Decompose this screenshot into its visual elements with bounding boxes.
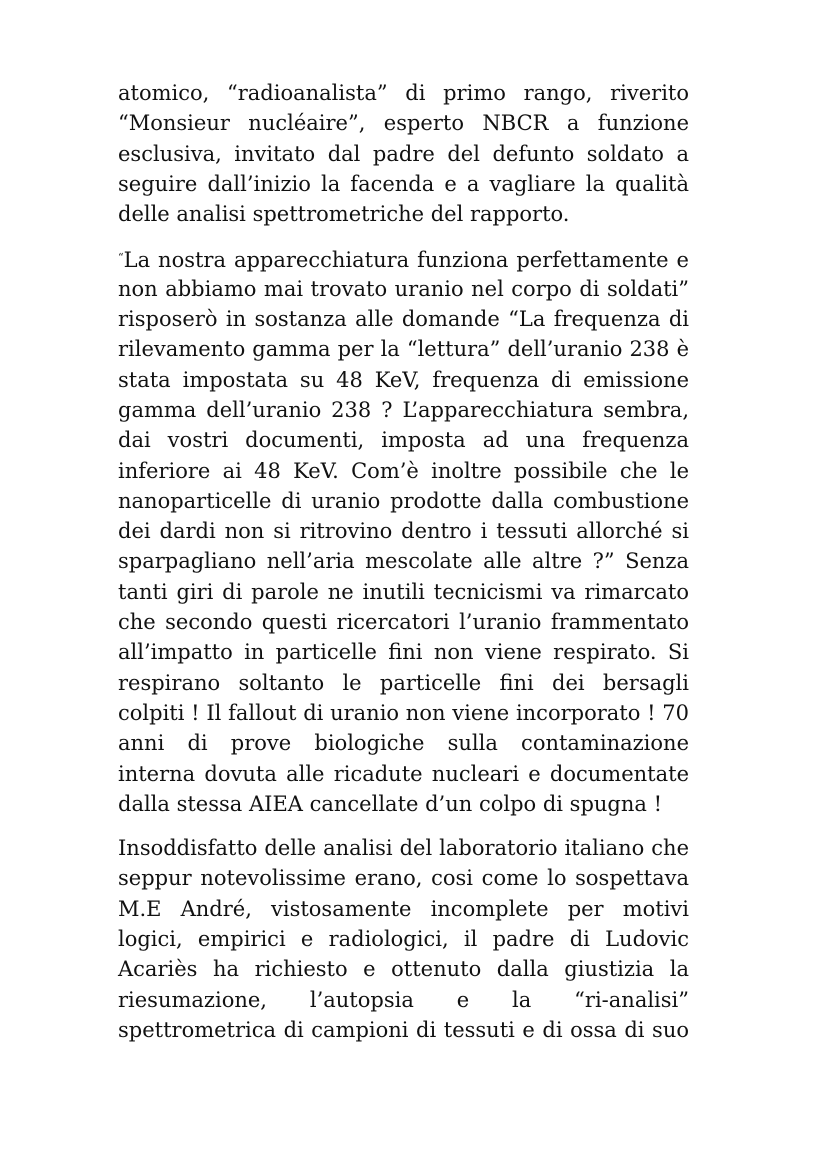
text-line: sparpagliano nell’aria mescolate alle altre ?” Senza: [118, 549, 689, 574]
text-line: “Monsieur nucléaire”, esperto NBCR a funzione: [118, 111, 689, 136]
text-line: tanti giri di parole ne inutili tecnicismi va rimarcato: [118, 579, 689, 604]
text-line: risposerò in sostanza alle domande “La frequenza di: [118, 307, 689, 332]
text-line: M.E André, vistosamente incomplete per motivi: [118, 896, 689, 921]
text-line: all’impatto in particelle fini non viene respirato. Si: [118, 640, 689, 665]
text-line: anni di prove biologiche sulla contaminazione: [118, 731, 689, 756]
text-line: dalla stessa AIEA cancellate d’un colpo di spugna !: [118, 791, 663, 816]
text-line: logici, empirici e radiologici, il padre di Ludovic: [118, 927, 689, 952]
paragraph-spacer: [118, 819, 689, 833]
paragraph-1: [118, 78, 689, 229]
text-line: gamma dell’uranio 238 ? L’apparecchiatura sembra,: [118, 397, 689, 422]
text-line-content: La nostra apparecchiatura funziona perfettamente e: [123, 248, 689, 273]
paragraph-spacer: [118, 229, 689, 243]
text-line: delle analisi spettrometriche del rapporto.: [118, 202, 570, 227]
text-line: respirano soltanto le particelle fini dei bersagli: [118, 670, 689, 695]
text-line: Insoddisfatto delle analisi del laboratorio italiano che: [118, 836, 689, 861]
text-line: seguire dall’inizio la facenda e a vagliare la qualità: [118, 171, 689, 196]
text-line: seppur notevolissime erano, cosi come lo sospettava: [118, 866, 689, 891]
text-line: rilevamento gamma per la “lettura” dell’uranio 238 è: [118, 337, 689, 362]
paragraph-3: [118, 833, 689, 1045]
text-line: non abbiamo mai trovato uranio nel corpo di soldati”: [118, 276, 689, 301]
text-line: nanoparticelle di uranio prodotte dalla combustione: [118, 488, 689, 513]
text-line: stata impostata su 48 KeV, frequenza di emissione: [118, 367, 689, 392]
text-line: dei dardi non si ritrovino dentro i tessuti allorché si: [118, 519, 689, 544]
text-line: Acariès ha richiesto e ottenuto dalla giustizia la: [118, 957, 689, 982]
text-line: inferiore ai 48 KeV. Com’è inoltre possibile che le: [118, 458, 689, 483]
text-line: [118, 243, 689, 273]
text-line: atomico, “radioanalista” di primo rango, riverito: [118, 81, 689, 105]
text-line: interna dovuta alle ricadute nucleari e documentate: [118, 761, 689, 786]
paragraph-2: [118, 243, 689, 819]
opening-quote-mark: “: [118, 251, 124, 265]
text-line: colpiti ! Il fallout di uranio non viene incorporato ! 70: [118, 700, 689, 725]
document-page: [118, 78, 689, 1045]
text-line: riesumazione, l’autopsia e la “ri-analisi”: [118, 987, 689, 1012]
text-line: spettrometrica di campioni di tessuti e di ossa di suo: [118, 1017, 689, 1042]
text-line: dai vostri documenti, imposta ad una frequenza: [118, 428, 689, 453]
text-line: esclusiva, invitato dal padre del defunto soldato a: [118, 141, 689, 166]
text-line: che secondo questi ricercatori l’uranio frammentato: [118, 610, 689, 635]
